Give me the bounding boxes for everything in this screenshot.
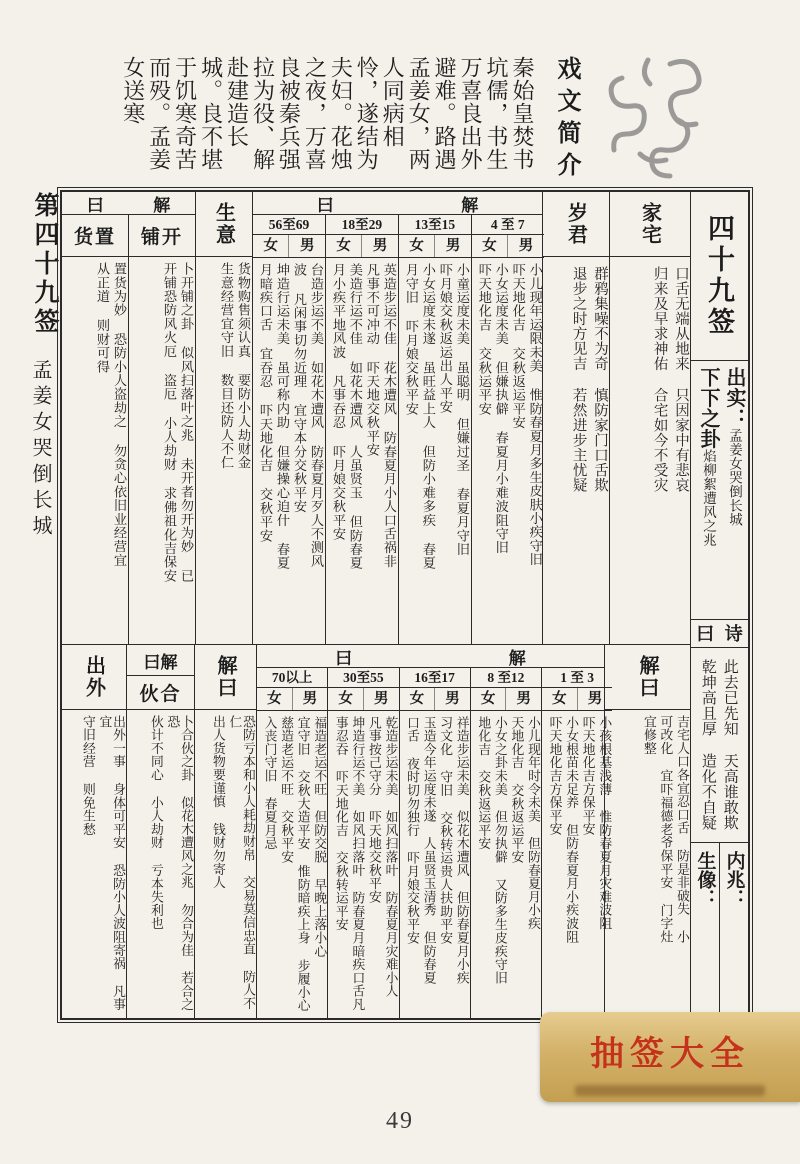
female-label: 女: [542, 688, 578, 710]
header-char: 曰: [86, 195, 104, 215]
gender-labels: [472, 235, 544, 258]
text-column: 伙计不同心 小人劫财 亏本失利也: [148, 715, 163, 931]
header-explain: [257, 645, 604, 668]
partnership-label: 合伙: [127, 676, 194, 710]
text-column: 归来及早求神佑 合宅如今不受灾: [651, 266, 668, 493]
cell-subject-verdict: [691, 361, 748, 620]
female-label: 女: [399, 235, 435, 257]
age-cell: [399, 668, 470, 1018]
age-cell: [471, 215, 544, 644]
text-column: 慈造老运不旺 交秋平安: [279, 716, 294, 864]
cell-poem: [691, 648, 748, 843]
cell-sign-number: [691, 192, 748, 361]
travel-text: [62, 710, 126, 1018]
female-label: 女: [257, 688, 293, 710]
year-god-label: 岁君: [564, 202, 587, 246]
inner-omen-label: 内兆：: [723, 851, 745, 908]
cell-group-goods-shop: [62, 192, 195, 644]
male-label: 男: [299, 238, 315, 254]
text-column: 天地化吉 交秋返运平安: [509, 716, 524, 864]
age-range-label: 13至15: [399, 215, 471, 235]
age-cell: [325, 215, 398, 644]
gender-labels: [400, 688, 470, 711]
text-column: 群鸦集噪不为奇 慎防家门口舌欺: [592, 266, 608, 493]
text-column: 卜合伙之卦 似花木遭风之兆 勿合为佳 若合之恐: [165, 715, 193, 1012]
text-column: 乾坤高且厚 造化不自疑: [699, 659, 716, 831]
gender-labels: [399, 235, 471, 258]
cell-goods: [62, 215, 128, 644]
header-explain: 解曰: [127, 645, 194, 676]
text-column: 英造步运不佳 花木遭风 防春夏月小人口舌祸非: [381, 263, 397, 568]
intro-title: 戏文简介: [553, 56, 579, 184]
age-range-label: 56至69: [253, 215, 325, 235]
cell-travel: [62, 645, 126, 1018]
explain-label: 解曰: [636, 655, 658, 699]
age-range-label: 4 至 7: [472, 215, 544, 235]
text-column: 福造老运不旺 但防交脱 早晚上落小心: [312, 716, 327, 958]
text-column: 退步之时方见吉 若然进步主忧疑: [570, 266, 587, 493]
text-column: 小女运度未遂 虽旺益上人 但防小难多疾 春夏: [420, 263, 436, 570]
watermark-banner: [540, 1012, 800, 1102]
text-column: 吓天地化吉方保平安: [580, 716, 595, 836]
verdict-text: 焰柳絮遭风之兆: [701, 449, 716, 547]
age-fortune-text: [400, 711, 470, 1018]
gender-labels: [471, 688, 541, 711]
poem-header: [691, 620, 748, 648]
male-label: 男: [518, 238, 534, 254]
header-char: 曰: [335, 648, 353, 668]
subject-text: 孟姜女哭倒长城: [727, 428, 742, 527]
fortune-table: [60, 190, 750, 1020]
text-column: 小儿现年运限未美 惟防春夏月多生皮肤小疾守旧: [527, 263, 543, 567]
home-label: 家宅: [638, 202, 661, 246]
text-column: 恐防亏本和小人耗劫财帛 交易莫信忠直 防人不仁: [227, 715, 255, 1010]
text-column: 小儿现年时令未美 但防春夏月小疾: [526, 716, 540, 930]
text-column: 从正道 则财可得: [95, 262, 111, 374]
gender-labels: [257, 688, 327, 711]
cell-business: [195, 192, 252, 644]
text-column: 出人货物要谨慎 钱财勿寄人: [210, 715, 225, 890]
text-column: 波 凡闲事切勿近理 宜守本分交秋平安: [291, 263, 307, 514]
text-column: 口舌 夜时切勿独行 吓月娘交秋平安: [405, 716, 420, 945]
header-char: 诗: [724, 624, 743, 644]
sign-number-title: 第四十九签: [31, 192, 58, 337]
explain-label: 解曰: [214, 655, 236, 699]
male-label: 男: [587, 691, 603, 707]
text-column: 凡事按己守分 吓天地交秋平安: [366, 716, 381, 904]
age-fortune-text: [253, 258, 325, 644]
text-column: 坤造行运未美 虽可称内助 但嫌操心迫什 春夏: [274, 263, 290, 570]
page-number: 49: [386, 1108, 414, 1134]
cell-inner-omen: [719, 843, 748, 1018]
header-explain: [253, 192, 542, 215]
text-column: 月小疾平地风波 凡事吞忍 吓月娘交秋平安: [330, 263, 346, 541]
year-god-text: [543, 257, 609, 644]
intro-text: 秦始皇焚书坑儒，书生万喜良出外避难。路遇孟姜女，两人同病相怜，遂结为夫妇。花烛之夜，万喜良被秦兵强拉为役、解赴建造长城。良不堪于饥寒奇苦而殁。孟姜女送寒: [120, 56, 535, 171]
text-column: 月守旧 吓月娘交秋平安: [403, 263, 419, 416]
age-cells-top: [253, 215, 542, 644]
left-margin-titles: [26, 192, 62, 541]
age-range-label: 16至17: [400, 668, 470, 688]
explain-text: [195, 710, 256, 1018]
text-column: 事忍吞 吓天地化吉 交秋转运平安: [333, 716, 348, 932]
text-column: 守旧经营 则免生愁: [80, 715, 95, 836]
age-cell: [398, 215, 471, 644]
text-column: 美造行运不佳 如花木遭风 人虽贤玉 但防春夏: [347, 263, 363, 570]
table-main: [62, 192, 690, 1018]
female-label: 女: [471, 688, 507, 710]
text-column: 出外一事 身体可平安 恐防小人波阻寄祸 凡事宜: [97, 715, 125, 1012]
subject-column: [723, 367, 745, 547]
text-column: 习文化 守旧 交秋转运贵人扶助平安: [438, 716, 453, 945]
text-column: 小女根苗未足养 但防春夏月小疾波阻: [564, 716, 579, 944]
business-label: 生意: [212, 202, 235, 246]
text-column: 口舌无端从地来 只因家中有悲哀: [673, 266, 689, 493]
header-char: 曰: [316, 195, 334, 215]
gender-labels: [253, 235, 325, 258]
gender-labels: [542, 688, 612, 711]
text-column: 玉造今年运度未遂 人虽贤玉清秀 但防春夏: [421, 716, 436, 985]
age-fortune-text: [542, 711, 612, 1018]
text-column: 小女之卦未美 但勿执僻 又防多生皮疾守旧: [492, 716, 507, 985]
age-range-label: 30至55: [328, 668, 398, 688]
header-char: 解: [461, 195, 479, 215]
male-label: 男: [445, 691, 460, 707]
text-column: 小童运度未美 虽聪明 但嫌过圣 春夏月守旧: [454, 263, 470, 557]
opera-intro: [60, 56, 584, 192]
cell-home: [609, 192, 690, 644]
text-column: 此去已先知 天高谁敢欺: [721, 659, 738, 831]
text-column: 凡事不可冲动 吓天地交秋平安: [364, 263, 380, 457]
age-group-top: [252, 192, 542, 644]
header-char: 解: [153, 195, 171, 215]
text-column: 坤造行运不美 如风扫落叶 防春夏月暗疾口舌凡: [350, 716, 365, 1011]
male-label: 男: [302, 691, 318, 707]
female-label: 女: [328, 688, 364, 710]
text-column: 吓天地化吉 交秋返运平安: [510, 263, 526, 430]
business-text: [196, 257, 252, 644]
cell-likeness: [691, 843, 719, 1018]
text-column: 台造步运不美 如花木遭风 防春夏月歹人不测风: [308, 263, 324, 568]
header-char: 曰: [696, 624, 715, 644]
text-column: 小女运度未美 但嫌执僻 春夏月小难波阻守旧: [493, 263, 509, 555]
explain2-text: [605, 710, 690, 1018]
female-label: 女: [253, 235, 289, 257]
watermark-title: 抽签大全: [590, 1036, 750, 1073]
male-label: 男: [445, 238, 461, 254]
age-fortune-text: [399, 258, 471, 644]
age-cells-bottom: [257, 668, 612, 1018]
partnership-text: [127, 710, 194, 1018]
sign-number: 四十九签: [704, 214, 734, 338]
header-explain: [62, 192, 195, 215]
text-column: 宜守旧 交秋大造平安 惟防暗疾上身 步履小心: [295, 716, 310, 1013]
text-column: 可改化 宜吓福德老爷保平安 门字灶: [658, 715, 673, 944]
age-range-label: 70以上: [257, 668, 327, 688]
age-group-bottom: [256, 645, 612, 1018]
female-label: 女: [472, 235, 508, 257]
cell-partnership: [126, 645, 194, 1018]
text-column: 地化吉 交秋返运平安: [476, 716, 491, 851]
shop-text: [129, 257, 195, 644]
age-range-label: 8 至12: [471, 668, 541, 688]
age-fortune-text: [471, 711, 541, 1018]
poem-text: [691, 648, 739, 836]
text-column: 吉宅人口各宜忍口舌 防是非破失 小: [675, 715, 689, 944]
watermark-subtext-blurred: [575, 1085, 765, 1096]
table-right-column: [690, 192, 748, 1018]
cell-explain-left: [194, 645, 256, 1018]
text-column: 吓天地化吉方保平安: [547, 716, 562, 836]
age-fortune-text: [257, 711, 327, 1018]
age-cell: [470, 668, 541, 1018]
text-column: 吓天地化吉 交秋运平安: [476, 263, 492, 416]
header-char: 解: [508, 648, 526, 668]
text-column: 月暗疾口舌 宜吞忍 吓天地化吉 交秋平安: [257, 263, 273, 543]
female-label: 女: [400, 688, 436, 710]
section-top: [62, 192, 690, 645]
text-column: 小孩根基浅薄 惟防春夏月灾难波阻: [597, 716, 612, 930]
text-column: 乾造步运未美 如风扫落叶 防春夏月灾难小人: [383, 716, 398, 998]
male-label: 男: [373, 691, 389, 707]
age-cell: [327, 668, 398, 1018]
age-fortune-text: [328, 711, 398, 1018]
age-range-label: 18至29: [326, 215, 398, 235]
home-text: [610, 257, 690, 644]
age-range-label: 1 至 3: [542, 668, 612, 688]
seal-stamp-icon: [592, 50, 710, 182]
female-label: 女: [326, 235, 362, 257]
male-label: 男: [516, 691, 531, 707]
section-bottom: [62, 645, 690, 1018]
age-cell: [253, 215, 325, 644]
age-fortune-text: [326, 258, 398, 644]
male-label: 男: [372, 238, 388, 254]
age-cell: [541, 668, 612, 1018]
text-column: 开铺恐防风火厄 盗厄 小人劫财 求佛祖化吉保安: [162, 262, 178, 583]
cell-explain-right: [604, 645, 690, 1018]
gender-labels: [326, 235, 398, 258]
text-column: 卜开铺之卦 似风扫落叶之兆 未开者勿开为妙 已: [179, 262, 194, 583]
age-fortune-text: [472, 258, 544, 644]
likeness-label: 生像：: [694, 851, 716, 908]
text-column: 入丧门守旧 春夏月忌: [262, 716, 277, 851]
cell-year-god: [542, 192, 609, 644]
verdict-column: [697, 367, 719, 547]
shop-label: 开铺: [129, 215, 195, 257]
text-column: 生意经营宜守旧 数目还防人不仁: [219, 262, 235, 470]
goods-text: [62, 257, 128, 644]
gender-labels: [328, 688, 398, 711]
text-column: 祥造步运未美 似花木遭风 但防春夏月小疾: [454, 716, 469, 985]
text-column: 置货为妙 恐防小人盗劫之 勿贪心依旧业经营宜: [112, 262, 127, 567]
verdict-label: 下下之卦: [697, 367, 719, 449]
subject-label: 出实：: [723, 367, 745, 429]
text-column: 货物购售须认真 要防小人劫财金: [236, 262, 251, 470]
travel-label: 出外: [82, 655, 105, 699]
text-column: 吓月娘交秋返运出人平安: [437, 263, 453, 414]
text-column: 宜修整: [641, 715, 656, 755]
goods-label: 置货: [62, 215, 128, 257]
cell-shop: [128, 215, 195, 644]
age-cell: [257, 668, 327, 1018]
sign-story-title: 孟姜女哭倒长城: [29, 359, 51, 541]
